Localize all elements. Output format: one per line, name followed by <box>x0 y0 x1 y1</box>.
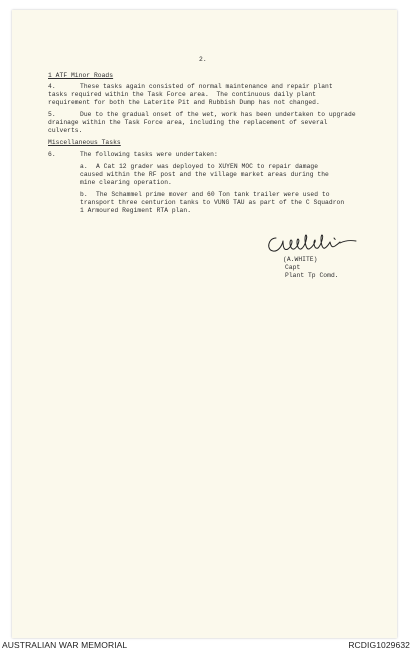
footer-archive-name: AUSTRALIAN WAR MEMORIAL <box>2 640 128 650</box>
paragraph-line: tasks required within the Task Force area. The continuous daily plant <box>48 91 317 98</box>
paragraph-number: 6. <box>48 151 56 158</box>
footer-record-id: RCDIG1029632 <box>348 640 410 650</box>
signatory-title: Plant Tp Comd. <box>285 272 339 279</box>
item-line: caused within the RF post and the village market areas during the <box>80 171 329 178</box>
section-heading-minor-roads: 1 ATF Minor Roads <box>48 72 114 79</box>
paragraph-number: 4. <box>48 83 56 90</box>
paragraph-line: drainage within the Task Force area, including the replacement of several <box>48 119 328 126</box>
paragraph-number: 5. <box>48 111 56 118</box>
item-line: transport three centurion tanks to VUNG TAU as part of the C Squadron <box>80 199 345 206</box>
paragraph-line: The following tasks were undertaken: <box>80 151 218 158</box>
paragraph-line: culverts. <box>48 127 83 134</box>
handwritten-signature <box>264 232 360 256</box>
page-number: 2. <box>199 56 207 63</box>
signatory-rank: Capt <box>285 264 301 271</box>
paragraph-line: These tasks again consisted of normal maintenance and repair plant <box>80 83 333 90</box>
item-label: a. <box>80 163 88 170</box>
item-line: A Cat 12 grader was deployed to XUYEN MOC to repair damage <box>96 163 319 170</box>
item-line: mine clearing operation. <box>80 179 172 186</box>
item-line: 1 Armoured Regiment RTA plan. <box>80 207 192 214</box>
section-heading-misc-tasks: Miscellaneous Tasks <box>48 139 121 146</box>
paragraph-line: requirement for both the Laterite Pit and Rubbish Dump has not changed. <box>48 99 320 106</box>
item-label: b. <box>80 191 88 198</box>
paragraph-line: Due to the gradual onset of the wet, work has been undertaken to upgrade <box>80 111 356 118</box>
signatory-name: (A.WHITE) <box>283 256 318 263</box>
item-line: The Schammel prime mover and 60 Ton tank trailer were used to <box>96 191 330 198</box>
